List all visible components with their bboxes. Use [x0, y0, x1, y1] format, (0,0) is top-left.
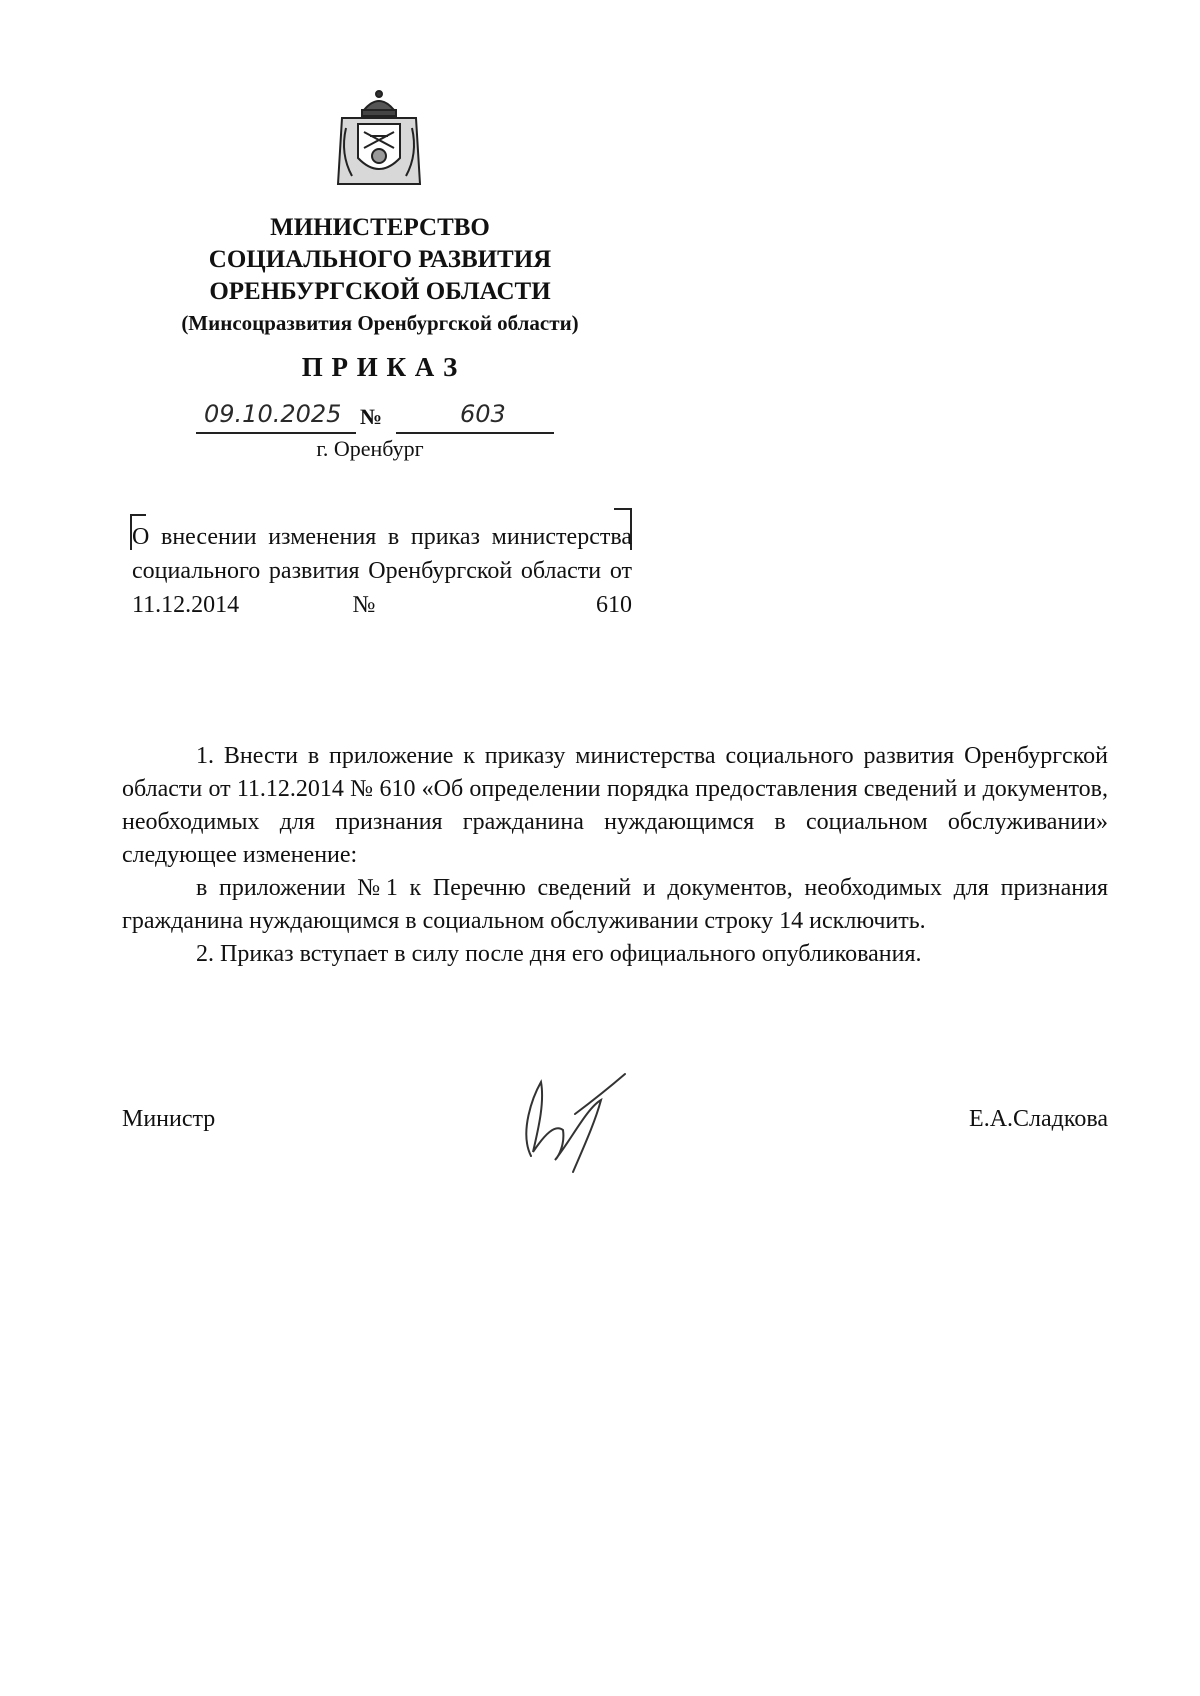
order-city: г. Оренбург	[316, 436, 424, 461]
document-type-title: П Р И К А З	[301, 352, 459, 382]
date-underline	[196, 432, 356, 434]
ministry-name-line3: ОРЕНБУРГСКОЙ ОБЛАСТИ	[209, 278, 551, 305]
body-paragraph-2: в приложении №1 к Перечню сведений и документов, необходимых для признания гражданина нуждающимся в социальном обслуживании строку 14 исключить.	[122, 875, 1108, 934]
order-number: 603	[460, 400, 506, 428]
ministry-name-block	[130, 212, 630, 338]
ministry-name-line1: МИНИСТЕРСТВО	[270, 214, 490, 241]
ministry-short-name: (Минсоцразвития Оренбургской области)	[181, 311, 579, 335]
order-date-number-line	[196, 398, 566, 438]
ministry-name-line2: СОЦИАЛЬНОГО РАЗВИТИЯ	[208, 246, 552, 273]
number-sign: №	[360, 404, 383, 429]
handwritten-signature	[515, 1060, 635, 1180]
number-underline	[396, 432, 554, 434]
signatory-name: Е.А.Сладкова	[969, 1106, 1108, 1132]
order-body	[122, 740, 1108, 971]
body-paragraph-1: 1. Внести в приложение к приказу министерства социального развития Оренбургской области от 11.12.2014 № 610 «Об определении порядка предоставления сведений и документов, необходимых для признания гражданина нуждающимся в социальном обслуживании» следующее изменение:	[122, 743, 1108, 868]
signatory-title: Министр	[122, 1106, 216, 1132]
body-paragraph-3: 2. Приказ вступает в силу после дня его официального опубликования.	[196, 941, 922, 967]
order-date: 09.10.2025	[204, 400, 342, 428]
coat-of-arms-emblem	[334, 88, 424, 192]
order-subject: О внесении изменения в приказ министерства социального развития Оренбургской области от 11.12.2014 № 610	[132, 524, 632, 618]
